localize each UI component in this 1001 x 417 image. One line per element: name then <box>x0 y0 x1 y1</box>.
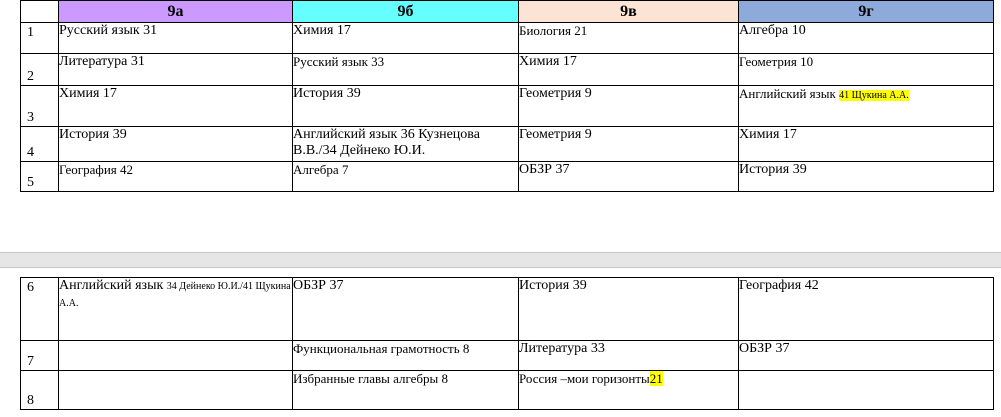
lesson-cell[interactable]: Избранные главы алгебры 8 <box>293 371 519 410</box>
lesson-cell[interactable]: География 42 <box>59 162 293 192</box>
lesson-cell[interactable]: Русский язык 33 <box>293 54 519 86</box>
lesson-name: Английский язык <box>59 278 167 293</box>
lesson-name: Россия –мои горизонты <box>519 371 650 386</box>
lesson-number: 8 <box>21 371 59 410</box>
table-row <box>21 162 994 192</box>
lesson-cell[interactable] <box>519 371 739 410</box>
header-9v: 9в <box>519 1 739 23</box>
teacher-note: 34 Дейнеко Ю.И./41 Щукина А.А. <box>59 281 291 309</box>
page-break-gap <box>0 252 1001 268</box>
lesson-cell[interactable] <box>59 341 293 371</box>
room-highlight: 21 <box>649 371 663 386</box>
lesson-cell[interactable]: История 39 <box>739 162 994 192</box>
lesson-cell[interactable]: ОБЗР 37 <box>519 162 739 192</box>
corner-cell <box>21 1 59 23</box>
lesson-number: 2 <box>21 54 59 86</box>
lesson-number: 4 <box>21 127 59 162</box>
lesson-cell[interactable]: Биология 21 <box>519 23 739 54</box>
lesson-cell[interactable]: Русский язык 31 <box>59 23 293 54</box>
lesson-cell[interactable]: Химия 17 <box>519 54 739 86</box>
lesson-number: 3 <box>21 86 59 127</box>
lesson-cell[interactable]: Химия 17 <box>293 23 519 54</box>
timetable-part-1 <box>20 0 994 192</box>
lesson-cell[interactable]: Геометрия 9 <box>519 127 739 162</box>
lesson-number: 6 <box>21 278 59 341</box>
lesson-cell[interactable]: География 42 <box>739 278 994 341</box>
lesson-cell[interactable] <box>739 371 994 410</box>
timetable-part-2 <box>20 277 994 410</box>
lesson-cell[interactable]: Химия 17 <box>59 86 293 127</box>
table-row <box>21 341 994 371</box>
header-9b: 9б <box>293 1 519 23</box>
lesson-cell[interactable]: ОБЗР 37 <box>293 278 519 341</box>
lesson-cell[interactable]: Литература 33 <box>519 341 739 371</box>
header-row <box>21 1 994 23</box>
table-row <box>21 371 994 410</box>
lesson-cell[interactable]: Алгебра 7 <box>293 162 519 192</box>
table-row <box>21 86 994 127</box>
lesson-cell[interactable]: Алгебра 10 <box>739 23 994 54</box>
table-row <box>21 127 994 162</box>
header-9a: 9а <box>59 1 293 23</box>
lesson-cell[interactable]: Химия 17 <box>739 127 994 162</box>
lesson-cell[interactable]: ОБЗР 37 <box>739 341 994 371</box>
lesson-cell[interactable] <box>59 371 293 410</box>
document-page-2 <box>0 268 1001 417</box>
table-row <box>21 278 994 341</box>
lesson-cell[interactable]: История 39 <box>519 278 739 341</box>
lesson-cell[interactable]: История 39 <box>293 86 519 127</box>
lesson-cell[interactable]: Функциональная грамотность 8 <box>293 341 519 371</box>
lesson-cell[interactable]: Английский язык 36 Кузнецова В.В./34 Дейнеко Ю.И. <box>293 127 519 162</box>
lesson-cell[interactable]: История 39 <box>59 127 293 162</box>
lesson-cell[interactable] <box>59 278 293 341</box>
lesson-number: 5 <box>21 162 59 192</box>
teacher-note-highlight: 41 Щукина А.А. <box>839 90 909 101</box>
lesson-number: 1 <box>21 23 59 54</box>
lesson-cell[interactable]: Геометрия 10 <box>739 54 994 86</box>
header-9g: 9г <box>739 1 994 23</box>
table-row <box>21 54 994 86</box>
lesson-cell[interactable] <box>739 86 994 127</box>
lesson-cell[interactable]: Литература 31 <box>59 54 293 86</box>
table-row <box>21 23 994 54</box>
lesson-cell[interactable]: Геометрия 9 <box>519 86 739 127</box>
lesson-number: 7 <box>21 341 59 371</box>
lesson-name: Английский язык <box>739 86 840 101</box>
